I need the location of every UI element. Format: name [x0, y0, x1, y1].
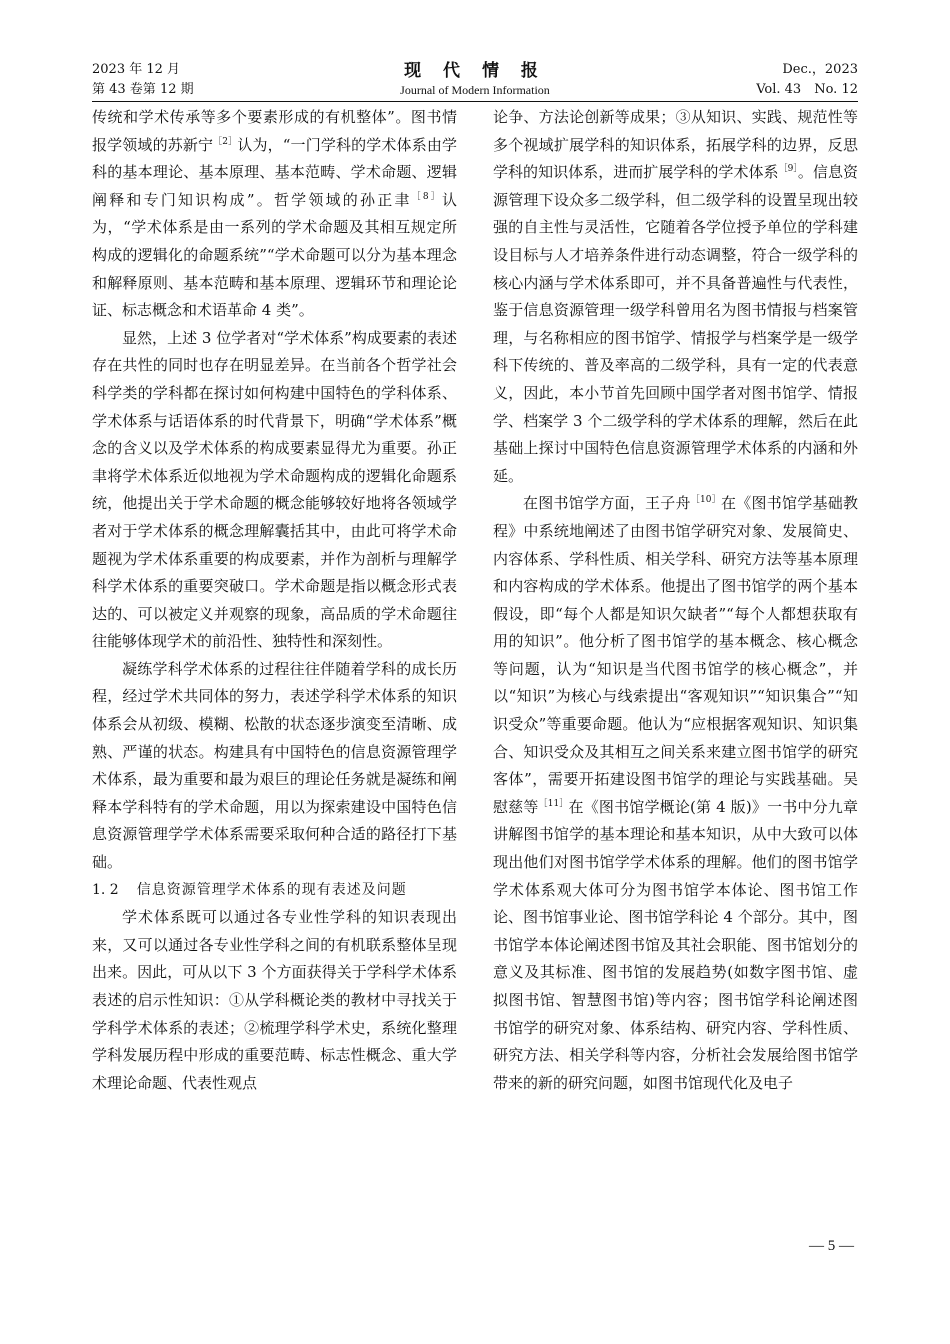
paragraph: 凝练学科学术体系的过程往往伴随着学科的成长历程，经过学术共同体的努力，表述学科学术体系的知识体系会从初级、模糊、松散的状态逐步演变至清晰、成熟、严谨的状态。构建具有中国特色的信息资源管理学术体系，最为重要和最为艰巨的理论任务就是凝练和阐释本学科特有的学术命题，用以为探索建设中国特色信息资源管理学学术体系需要采取何种合适的路径打下基础。: [92, 659, 457, 872]
header-date-en: Dec.，2023: [782, 62, 858, 77]
running-header: [92, 60, 858, 102]
header-right: [756, 60, 858, 100]
page-number: — 5 —: [809, 1238, 854, 1254]
header-journal: [92, 60, 858, 98]
citation: ［9］: [778, 164, 798, 175]
paragraph: 学术体系既可以通过各专业性学科的知识表现出来，又可以通过各专业性学科之间的有机联系整体呈现出来。因此，可从以下 3 个方面获得关于学科学术体系表述的启示性知识：①从学科概论类的教材中寻找关于学科学术体系的表述；②梳理学科学术史，系统化整理学科发展历程中形成的重要范畴、标志性概念、重大学术理论命题、代表性观点: [92, 908, 457, 1092]
text-run: 认为，“学术体系是由一系列的学术命题及其相互规定所构成的逻辑化的命题系统”“学术命题可以分为基本理念和解释原则、基本范畴和基本原理、逻辑环节和理论论证、标志概念和术语革命 4 类”。: [92, 190, 457, 320]
text-run: 在《图书馆学基础教程》中系统地阐述了由图书馆学研究对象、发展简史、内容体系、学科性质、相关学科、研究方法等基本原理和内容构成的学术体系。他提出了图书馆学的两个基本假设，即“每个人都是知识欠缺者”“每个人都想获取有用的知识”。他分析了图书馆学的基本概念、核心概念等问题，认为“知识是当代图书馆学的核心概念”，并以“知识”为核心与线索提出“客观知识”“知识集合”“知识受众”等重要命题。他认为“应根据客观知识、知识集合、知识受众及其相互之间关系来建立图书馆学的研究客体”，需要开拓建设图书馆学的理论与实践基础。吴慰慈等: [493, 494, 858, 816]
paragraph: [92, 104, 457, 325]
journal-title-cn: 现 代 情 报: [404, 61, 546, 81]
section-number: 1. 2: [92, 881, 119, 898]
journal-title-en: Journal of Modern Information: [400, 83, 550, 97]
left-column: [92, 104, 457, 1097]
header-rule: [92, 101, 858, 102]
citation: ［11］: [538, 798, 569, 809]
header-issue-cn: 第 43 卷第 12 期: [92, 82, 194, 97]
header-date-cn: 2023 年 12 月: [92, 62, 181, 77]
section-title: 信息资源管理学术体系的现有表述及问题: [136, 881, 407, 898]
paragraph: [493, 104, 858, 490]
right-column: [493, 104, 858, 1097]
text-run: 传统和学术传承等多个要素形成的有机整体”。图书情报学领域的苏新宁: [92, 108, 457, 154]
text-run: 。信息资源管理下设众多二级学科，但二级学科的设置呈现出较强的自主性与灵活性，它随着各学位授予单位的学科建设目标与人才培养条件进行动态调整，符合一级学科的核心内涵与学术体系即可，并不具备普遍性与代表性，鉴于信息资源管理一级学科曾用名为图书情报与档案管理，与名称相应的图书馆学、情报学与档案学是一级学科下传统的、普及率高的二级学科，具有一定的代表意义，因此，本小节首先回顾中国学者对图书馆学、情报学、档案学 3 个二级学科的学术体系的理解，然后在此基础上探讨中国特色信息资源管理学术体系的内涵和外延。: [493, 163, 858, 485]
text-run: 论争、方法论创新等成果；③从知识、实践、规范性等多个视域扩展学科的知识体系，拓展学科的边界，反思学科的知识体系，进而扩展学科的学术体系: [493, 108, 858, 182]
paragraph: [493, 490, 858, 1097]
citation: ［10］: [690, 495, 721, 506]
text-run: 在《图书馆学概论(第 4 版)》一书中分九章讲解图书馆学的基本理论和基本知识，从中大致可以体现出他们对图书馆学学术体系的理解。他们的图书馆学学术体系观大体可分为图书馆学本体论、图书馆工作论、图书馆事业论、图书馆学科论 4 个部分。其中，图书馆学本体论阐述图书馆及其社会职能、图书馆划分的意义及其标准、图书馆的发展趋势(如数字图书馆、虚拟图书馆、智慧图书馆)等内容；图书馆学科论阐述图书馆学的研究对象、体系结构、研究内容、学科性质、研究方法、相关学科等内容，分析社会发展给图书馆学带来的新的研究问题，如图书馆现代化及电子: [493, 797, 858, 1092]
text-run: 在图书馆学方面，王子舟: [523, 494, 691, 513]
section-heading: [92, 877, 457, 905]
citation: ［2］: [213, 136, 238, 147]
header-issue-en: Vol. 43 No. 12: [756, 82, 858, 97]
citation: ［8］: [411, 191, 442, 202]
text-run: 认为，“一门学科的学术体系由学科的基本理论、基本原理、基本范畴、学术命题、逻辑阐释和专门知识构成”。哲学领域的孙正聿: [92, 135, 457, 209]
paragraph: 显然，上述 3 位学者对“学术体系”构成要素的表述存在共性的同时也存在明显差异。在当前各个哲学社会科学类的学科都在探讨如何构建中国特色的学科体系、学术体系与话语体系的时代背景下，明确“学术体系”概念的含义以及学术体系的构成要素显得尤为重要。孙正聿将学术体系近似地视为学术命题构成的逻辑化命题系统，他提出关于学术命题的概念能够较好地将各领域学者对于学术体系的概念理解囊括其中，由此可将学术命题视为学术体系重要的构成要素，并作为剖析与理解学科学术体系的重要突破口。学术命题是指以概念形式表达的、可以被定义并观察的现象，高品质的学术命题往往能够体现学术的前沿性、独特性和深刻性。: [92, 328, 457, 651]
